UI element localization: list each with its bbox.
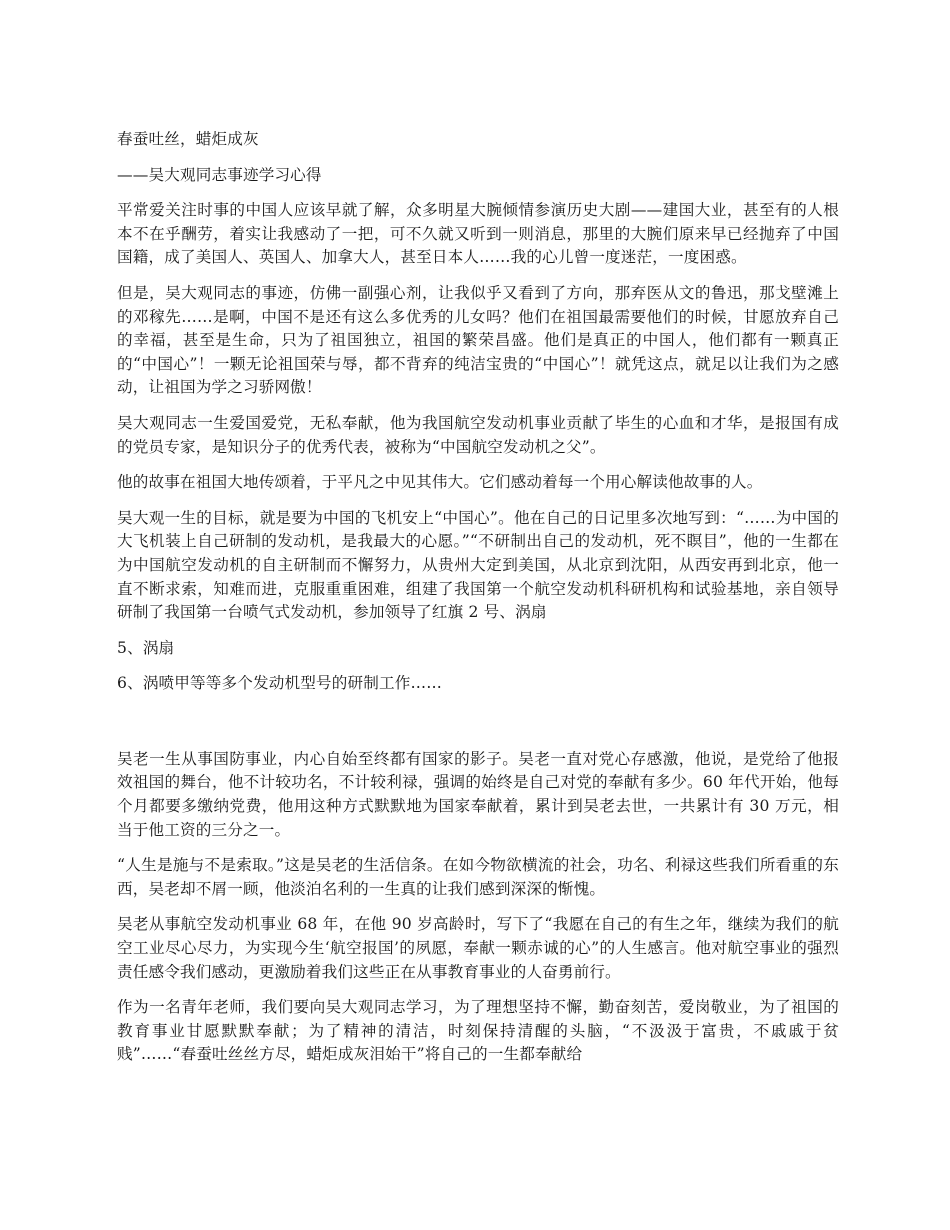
paragraph-dedication: 吴大观同志一生爱国爱党，无私奉献，他为我国航空发动机事业贡献了毕生的心血和才华，是报国有成的党员专家，是知识分子的优秀代表，被称为“中国航空发动机之父”。 <box>117 413 839 456</box>
paragraph-teacher: 作为一名青年老师，我们要向吴大观同志学习，为了理想坚持不懈，勤奋刻苦，爱岗敬业，为了祖国的教育事业甘愿默默奉献；为了精神的清洁，时刻保持清醒的头脑，“不汲汲于富贵，不戚戚于贫贱”……“春蚕吐丝丝方尽，蜡炬成灰泪始干”将自己的一生都奉献给 <box>117 998 839 1064</box>
paragraph-life-motto: “人生是施与不是索取。”这是吴老的生活信条。在如今物欲横流的社会，功名、利禄这些我们所看重的东西，吴老却不屑一顾，他淡泊名利的一生真的让我们感到深深的惭愧。 <box>117 856 839 898</box>
paragraph-legend: 他的故事在祖国大地传颂着，于平凡之中见其伟大。它们感动着每一个用心解读他故事的人。 <box>117 473 763 492</box>
paragraph-intro: 平常爱关注时事的中国人应该早就了解，众多明星大腕倾情参演历史大剧——建国大业，甚至有的人根本不在乎酬劳，着实让我感动了一把，可不久就又听到一则消息，那里的大腕们原来早已经抛弃了中国国籍，成了美国人、英国人、加拿大人，甚至日本人……我的心儿曾一度迷茫，一度困惑。 <box>117 201 839 267</box>
document-title: 春蚕吐丝，蜡炬成灰 <box>117 130 259 148</box>
paragraph-goal: 吴大观一生的目标，就是要为中国的飞机安上“中国心”。他在自己的日记里多次地写到：“……为中国的大飞机装上自己研制的发动机，是我最大的心愿。”“不研制出自己的发动机，死不瞑目”，他的一生都在为中国航空发动机的自主研制而不懈努力，从贵州大定到美国，从北京到沈阳，从西安再到北京，他一直不断求索，知难而进，克服重重困难，组建了我国第一个航空发动机科研机构和试验基地，亲自领导研制了我国第一台喷气式发动机，参加领导了红旗 2 号、涡扇 <box>117 508 839 622</box>
paragraph-national-defense: 吴老一生从事国防事业，内心自始至终都有国家的影子。吴老一直对党心存感激，他说，是党给了他报效祖国的舞台，他不计较功名，不计较利禄，强调的始终是自己对党的奉献有多少。60 年代开始，他每个月都要多缴纳党费，他用这种方式默默地为国家奉献着，累计到吴老去世，一共累计有 30 万元，相当于他工资的三分之一。 <box>117 749 839 839</box>
document-subtitle: ——吴大观同志事迹学习心得 <box>117 165 322 184</box>
list-item-5: 5、涡扇 <box>117 638 175 657</box>
list-item-6: 6、涡喷甲等等多个发动机型号的研制工作…… <box>117 674 442 693</box>
section-gap <box>117 708 839 748</box>
paragraph-inspiration: 但是，吴大观同志的事迹，仿佛一副强心剂，让我似乎又看到了方向，那弃医从文的鲁迅，那戈壁滩上的邓稼先……是啊，中国不是还有这么多优秀的儿女吗？他们在祖国最需要他们的时候，甘愿放弃自己的幸福，甚至是生命，只为了祖国独立，祖国的繁荣昌盛。他们是真正的中国人，他们都有一颗真正的“中国心”！一颗无论祖国荣与辱，都不背弃的纯洁宝贵的“中国心”！就凭这点，就足以让我们为之感动，让祖国为学之习骄网傲！ <box>117 283 839 397</box>
paragraph-career: 吴老从事航空发动机事业 68 年，在他 90 岁高龄时，写下了“我愿在自己的有生之年，继续为我们的航空工业尽心尽力，为实现今生‘航空报国’的夙愿，奉献一颗赤诚的心”的人生感言。他对航空事业的强烈责任感令我们感动，更激励着我们这些正在从事教育事业的人奋勇前行。 <box>117 915 839 981</box>
document-page <box>117 128 839 1079</box>
